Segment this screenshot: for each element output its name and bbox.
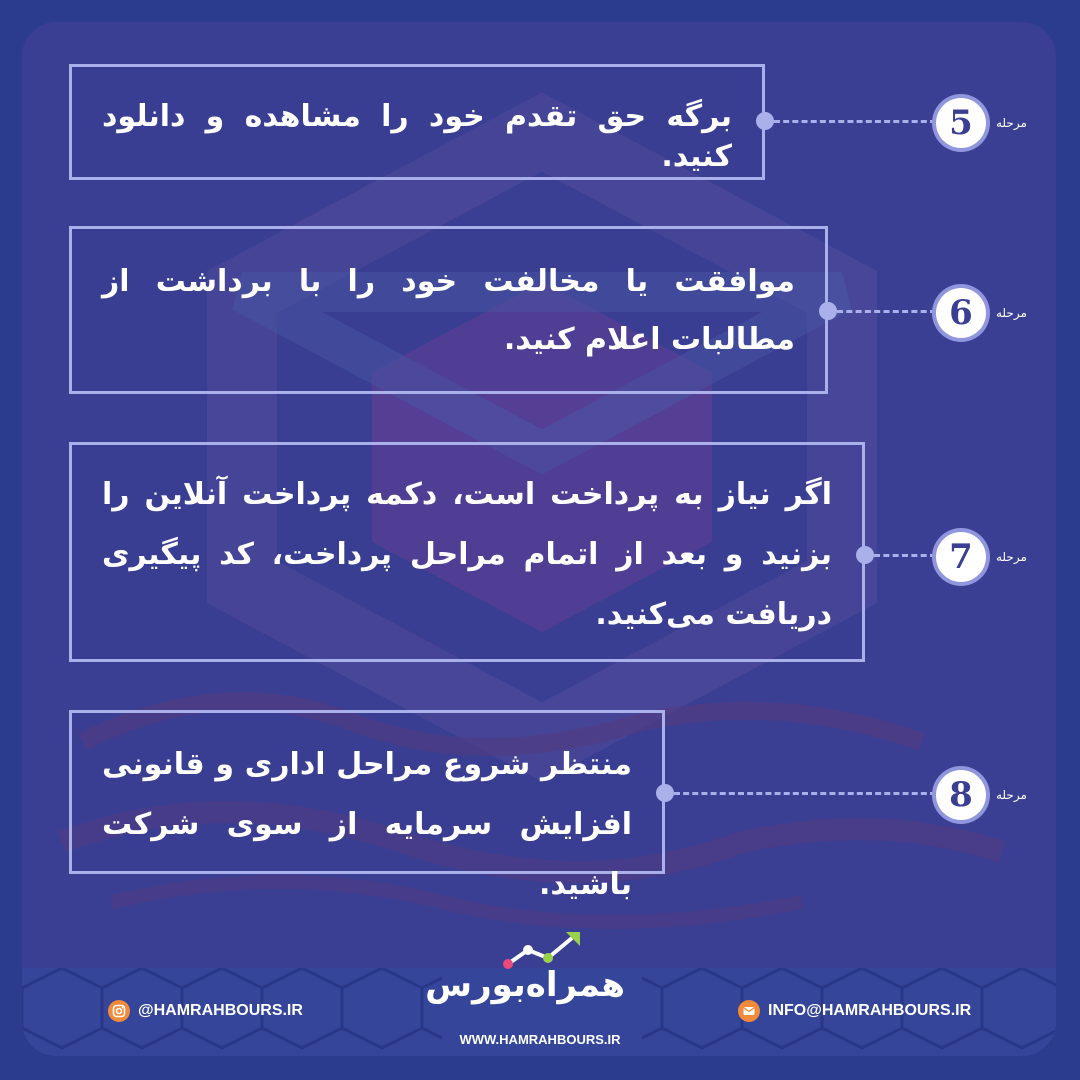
step-5-connector [774,120,936,123]
step-8-box [69,710,665,902]
email-address-text: INFO@HAMRAHBOURS.IR [768,1002,972,1019]
email-address[interactable] [738,1000,971,1022]
instagram-handle-text: @HAMRAHBOURS.IR [138,1002,303,1019]
step-6-box [69,226,828,394]
step-7-box [69,442,865,662]
step-6-number: 6 [936,288,986,338]
step-5-label: مرحله [996,116,1027,130]
step-7-number: 7 [936,532,986,582]
step-7-text: اگر نیاز به پرداخت است، دکمه پرداخت آنلاین را بزنید و بعد از اتمام مراحل پرداخت، کد پیگیری دریافت می‌کنید. [102,477,832,632]
step-5-number: 5 [936,98,986,148]
step-7-label: مرحله [996,550,1027,564]
step-7-connector-dot [856,546,874,564]
step-7-connector [874,554,936,557]
step-6-text: موافقت یا مخالفت خود را با برداشت از مطالبات اعلام کنید. [102,264,795,357]
step-8-number: 8 [936,770,986,820]
instagram-handle[interactable] [108,1000,303,1022]
step-6-connector-dot [819,302,837,320]
instagram-icon [108,1000,130,1022]
email-icon [738,1000,760,1022]
step-8-connector-dot [656,784,674,802]
step-5-connector-dot [756,112,774,130]
step-8-text: منتظر شروع مراحل اداری و قانونی افزایش سرمایه از سوی شرکت باشید. [102,747,632,902]
step-5-box [69,64,765,180]
website-url[interactable]: WWW.HAMRAHBOURS.IR [459,1032,621,1047]
brand-logo: همراه‌بورس [425,965,625,1005]
step-5-text: برگه حق تقدم خود را مشاهده و دانلود کنید. [102,99,732,174]
step-6-label: مرحله [996,306,1027,320]
step-8-label: مرحله [996,788,1027,802]
step-6-connector [837,310,936,313]
step-8-connector [674,792,936,795]
